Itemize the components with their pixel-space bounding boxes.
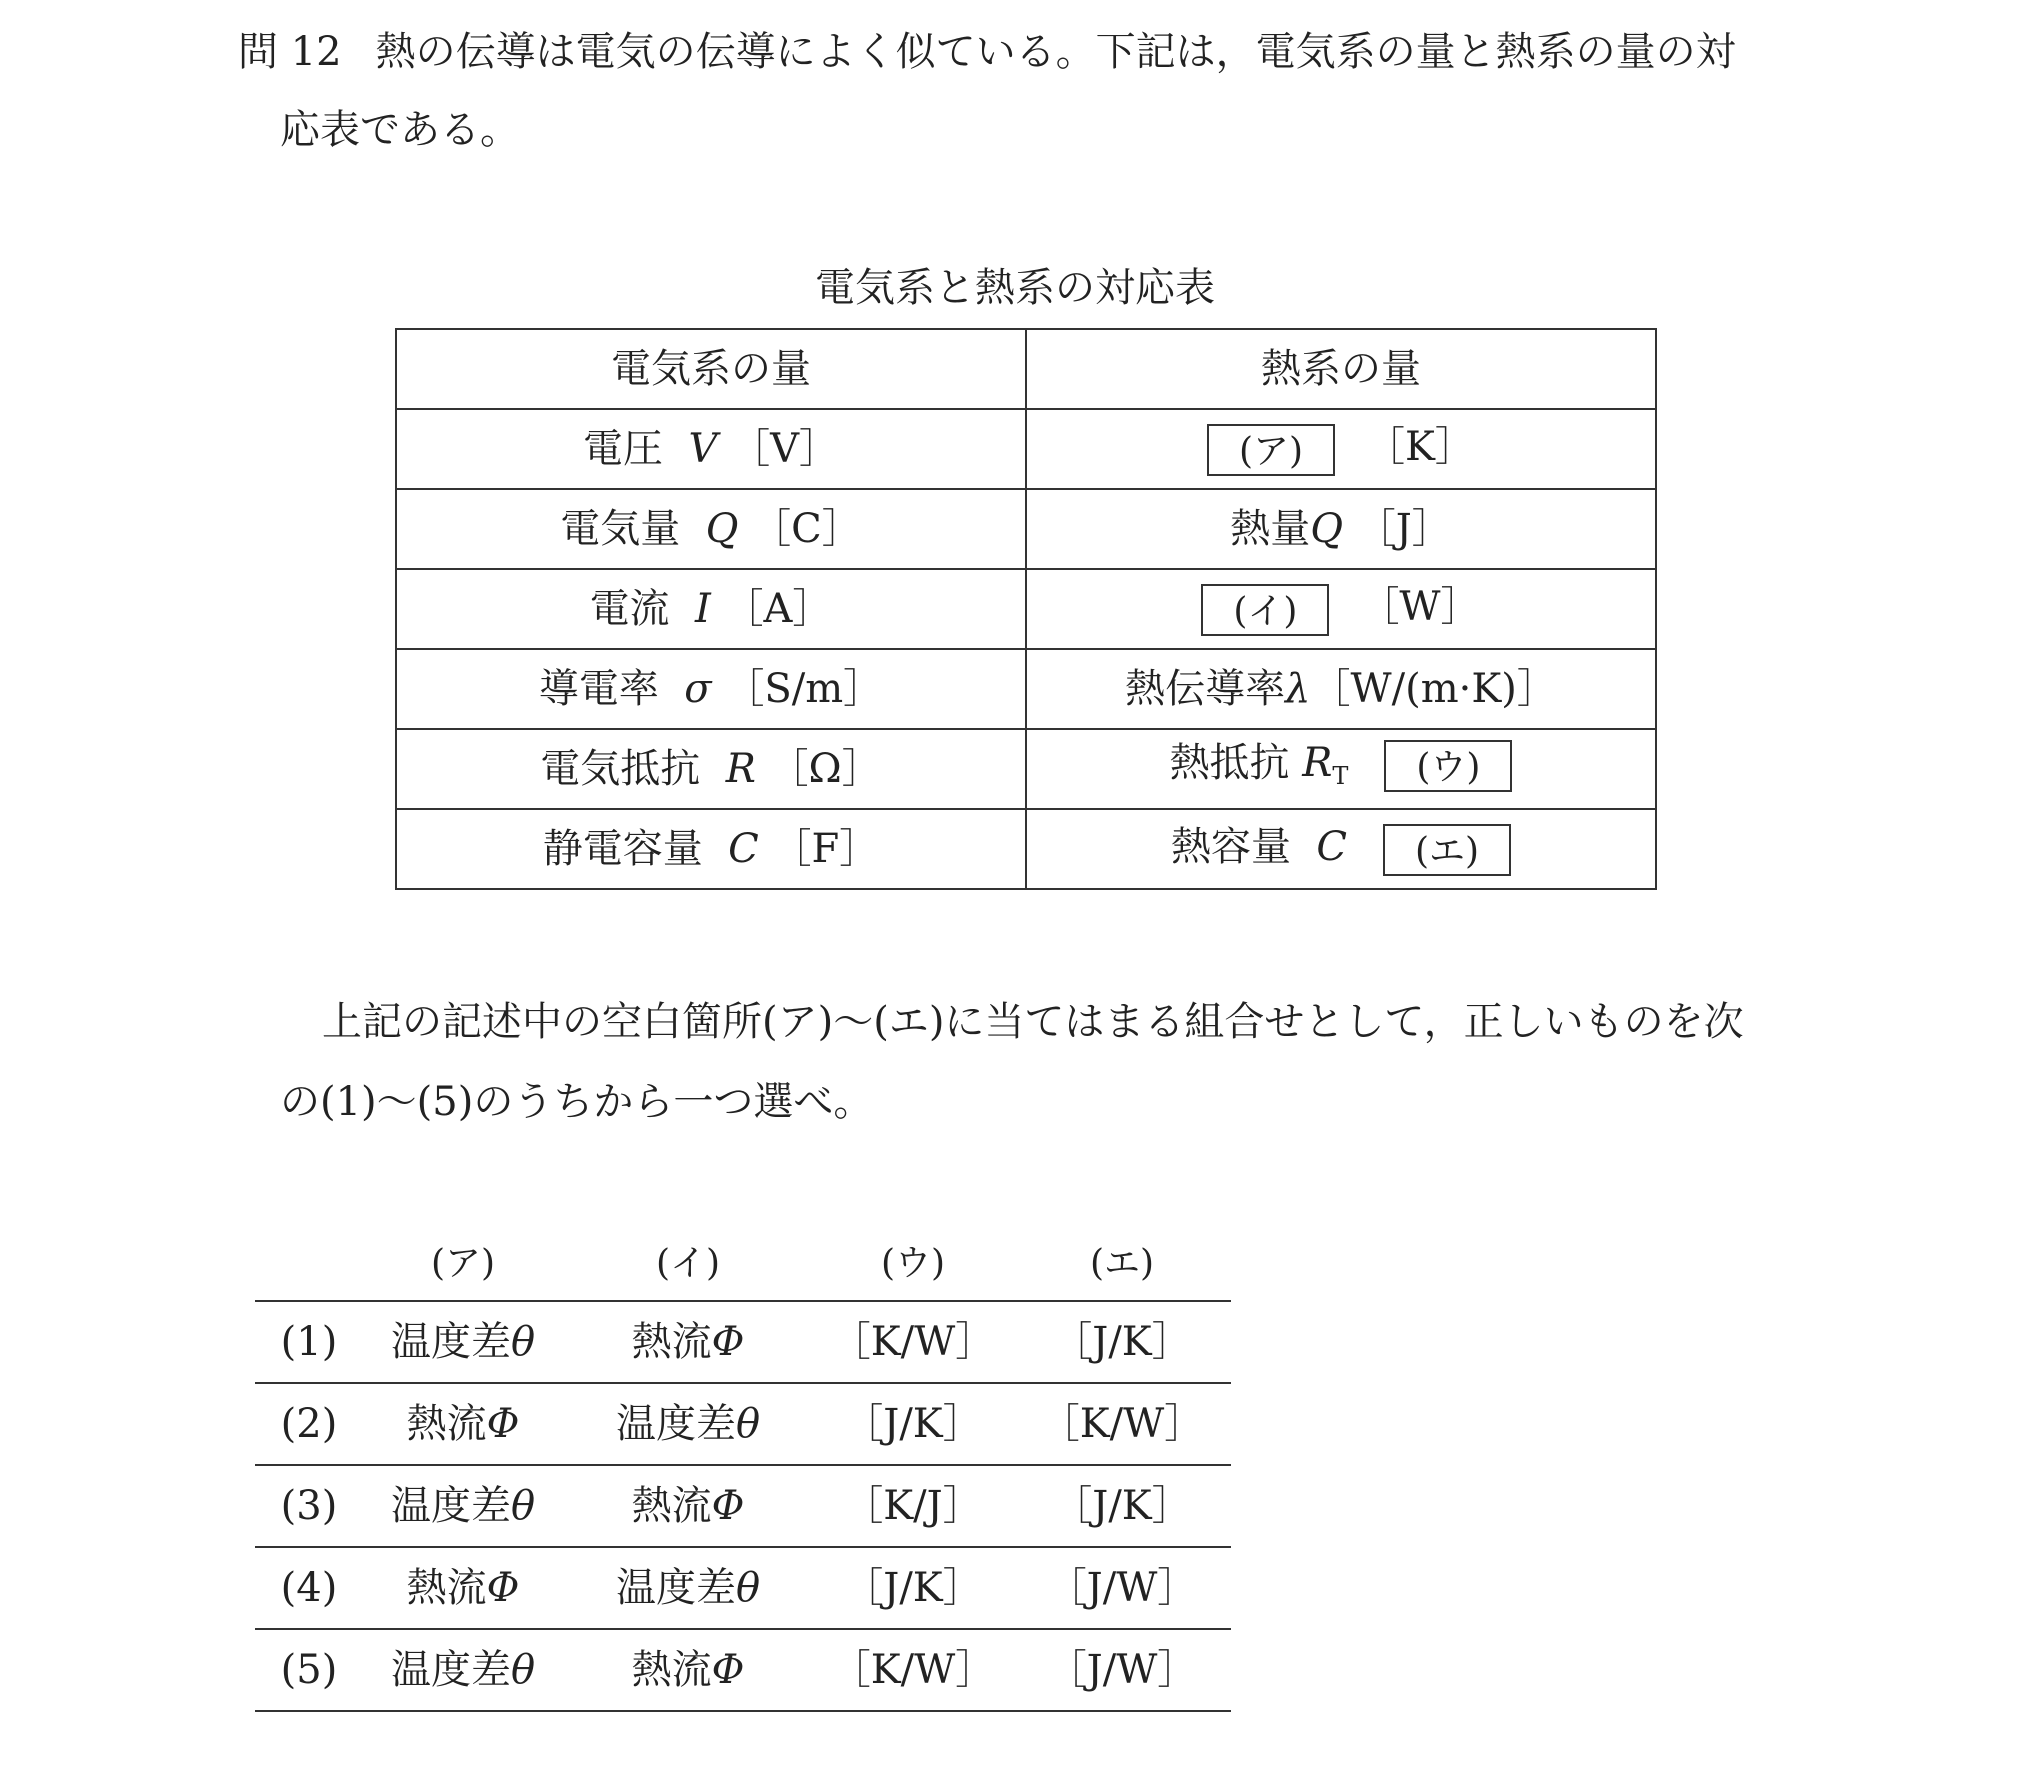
question-number: 問 12: [238, 29, 342, 75]
table-row: [396, 729, 1656, 809]
choices-header-e: (エ): [1013, 1228, 1231, 1301]
choice-u: ［K/W］: [813, 1629, 1013, 1711]
choice-label: (5): [255, 1629, 363, 1711]
choice-e: ［K/W］: [1013, 1383, 1231, 1465]
choice-a-name: 熱流: [406, 1565, 487, 1611]
thermal-cell: [1026, 649, 1656, 729]
choices-header-blank: [255, 1228, 363, 1301]
quantity-name: 電圧: [583, 426, 664, 472]
quantity-symbol: I: [695, 586, 711, 632]
choice-i: [563, 1383, 813, 1465]
quantity-unit: ［F］: [771, 826, 880, 872]
thermal-cell: [1026, 809, 1656, 889]
quantity-name: 電気抵抗: [540, 746, 701, 792]
choice-e: ［J/K］: [1013, 1301, 1231, 1383]
table-caption: 電気系と熱系の対応表: [815, 265, 1215, 311]
quantity-name: 電気量: [560, 506, 681, 552]
choice-row: [255, 1465, 1231, 1547]
choice-i: [563, 1465, 813, 1547]
choice-i-name: 熱流: [631, 1483, 712, 1529]
quantity-name: 静電容量: [542, 826, 703, 872]
choice-u: ［J/K］: [813, 1547, 1013, 1629]
question-line-1: [238, 28, 1736, 76]
blank-box-a: (ア): [1207, 424, 1335, 476]
quantity-unit: ［A］: [723, 586, 833, 632]
table-header-row: [396, 329, 1656, 409]
choice-i-symbol: Φ: [711, 1647, 745, 1693]
choice-row: [255, 1301, 1231, 1383]
choice-i: [563, 1547, 813, 1629]
choice-i: [563, 1301, 813, 1383]
choice-a: [363, 1301, 563, 1383]
choice-row: [255, 1383, 1231, 1465]
choice-i-symbol: Φ: [711, 1483, 745, 1529]
quantity-unit: ［S/m］: [724, 666, 884, 712]
quantity-unit: ［C］: [751, 506, 862, 552]
quantity-symbol: C: [1316, 823, 1348, 870]
quantity-symbol: Q: [1310, 506, 1344, 552]
choice-i-name: 熱流: [631, 1319, 712, 1365]
quantity-name: 熱伝導率: [1125, 666, 1286, 712]
choice-row: [255, 1547, 1231, 1629]
choice-a: [363, 1547, 563, 1629]
question-text-2: 応表である。: [280, 107, 520, 153]
choices-header-i: (イ): [563, 1228, 813, 1301]
choice-row: [255, 1629, 1231, 1711]
blank-box-e: (エ): [1383, 824, 1511, 876]
thermal-cell: [1026, 409, 1656, 489]
quantity-symbol: λ: [1285, 666, 1311, 712]
choice-i-symbol: Φ: [711, 1319, 745, 1365]
choice-a-name: 温度差: [390, 1319, 511, 1365]
choice-label: (1): [255, 1301, 363, 1383]
quantity-name: 導電率: [538, 666, 659, 712]
electric-cell: [396, 729, 1026, 809]
choice-i-name: 温度差: [615, 1401, 736, 1447]
thermal-cell: [1026, 729, 1656, 809]
choice-a: [363, 1465, 563, 1547]
blank-box-u: (ウ): [1384, 740, 1512, 792]
quantity-unit: ［Ω］: [768, 746, 882, 792]
choice-a-symbol: Φ: [486, 1401, 520, 1447]
choice-e: ［J/W］: [1013, 1547, 1231, 1629]
quantity-symbol: C: [728, 826, 759, 872]
choices-header-row: [255, 1228, 1231, 1301]
instruction-line-2: の(1)～(5)のうちから一つ選べ。: [280, 1079, 874, 1125]
quantity-name: 熱量: [1230, 506, 1311, 552]
thermal-cell: [1026, 569, 1656, 649]
quantity-subscript: T: [1332, 761, 1349, 790]
electric-cell: [396, 649, 1026, 729]
table-row: [396, 569, 1656, 649]
table-row: [396, 809, 1656, 889]
quantity-name: 電流: [589, 586, 670, 632]
table-row: [396, 489, 1656, 569]
quantity-unit: ［V］: [730, 426, 839, 472]
choice-label: (2): [255, 1383, 363, 1465]
choice-u: ［K/W］: [813, 1301, 1013, 1383]
choice-label: (4): [255, 1547, 363, 1629]
choice-a-symbol: θ: [510, 1647, 536, 1693]
quantity-unit: ［J］: [1355, 506, 1452, 552]
quantity-symbol: R: [1302, 739, 1333, 786]
quantity-unit: ［W/(m·K)］: [1310, 666, 1557, 712]
thermal-cell: [1026, 489, 1656, 569]
table-row: [396, 649, 1656, 729]
quantity-symbol: R: [725, 746, 756, 792]
choice-u: ［K/J］: [813, 1465, 1013, 1547]
choices-header-a: (ア): [363, 1228, 563, 1301]
quantity-unit: ［K］: [1365, 423, 1475, 470]
table-row: [396, 409, 1656, 489]
choice-e: ［J/W］: [1013, 1629, 1231, 1711]
choice-a-symbol: θ: [510, 1319, 536, 1365]
blank-box-i: (イ): [1201, 584, 1329, 636]
answer-choices-table: [255, 1228, 1231, 1712]
quantity-symbol: σ: [684, 666, 712, 712]
choice-a-name: 熱流: [406, 1401, 487, 1447]
correspondence-table: [395, 328, 1657, 890]
electric-cell: [396, 809, 1026, 889]
choice-label: (3): [255, 1465, 363, 1547]
quantity-symbol: V: [688, 426, 718, 472]
choice-i-name: 温度差: [615, 1565, 736, 1611]
quantity-name: 熱抵抗: [1169, 739, 1290, 786]
question-text-1: 熱の伝導は電気の伝導によく似ている。下記は，電気系の量と熱系の量の対: [375, 29, 1736, 75]
choice-i-symbol: θ: [735, 1401, 761, 1447]
header-electric: 電気系の量: [396, 329, 1026, 409]
choice-i-symbol: θ: [735, 1565, 761, 1611]
choice-a-name: 温度差: [390, 1647, 511, 1693]
choice-a-symbol: θ: [510, 1483, 536, 1529]
choice-e: ［J/K］: [1013, 1465, 1231, 1547]
header-thermal: 熱系の量: [1026, 329, 1656, 409]
choice-a-symbol: Φ: [486, 1565, 520, 1611]
choice-a: [363, 1629, 563, 1711]
instruction-line-1: 上記の記述中の空白箇所(ア)～(エ)に当てはまる組合せとして，正しいものを次: [322, 999, 1744, 1045]
quantity-unit: ［W］: [1359, 583, 1481, 630]
quantity-name: 熱容量: [1170, 823, 1291, 870]
choice-a-name: 温度差: [390, 1483, 511, 1529]
choice-a: [363, 1383, 563, 1465]
electric-cell: [396, 489, 1026, 569]
electric-cell: [396, 409, 1026, 489]
choices-header-u: (ウ): [813, 1228, 1013, 1301]
quantity-symbol: Q: [705, 506, 739, 552]
choice-i-name: 熱流: [631, 1647, 712, 1693]
electric-cell: [396, 569, 1026, 649]
choice-u: ［J/K］: [813, 1383, 1013, 1465]
choice-i: [563, 1629, 813, 1711]
